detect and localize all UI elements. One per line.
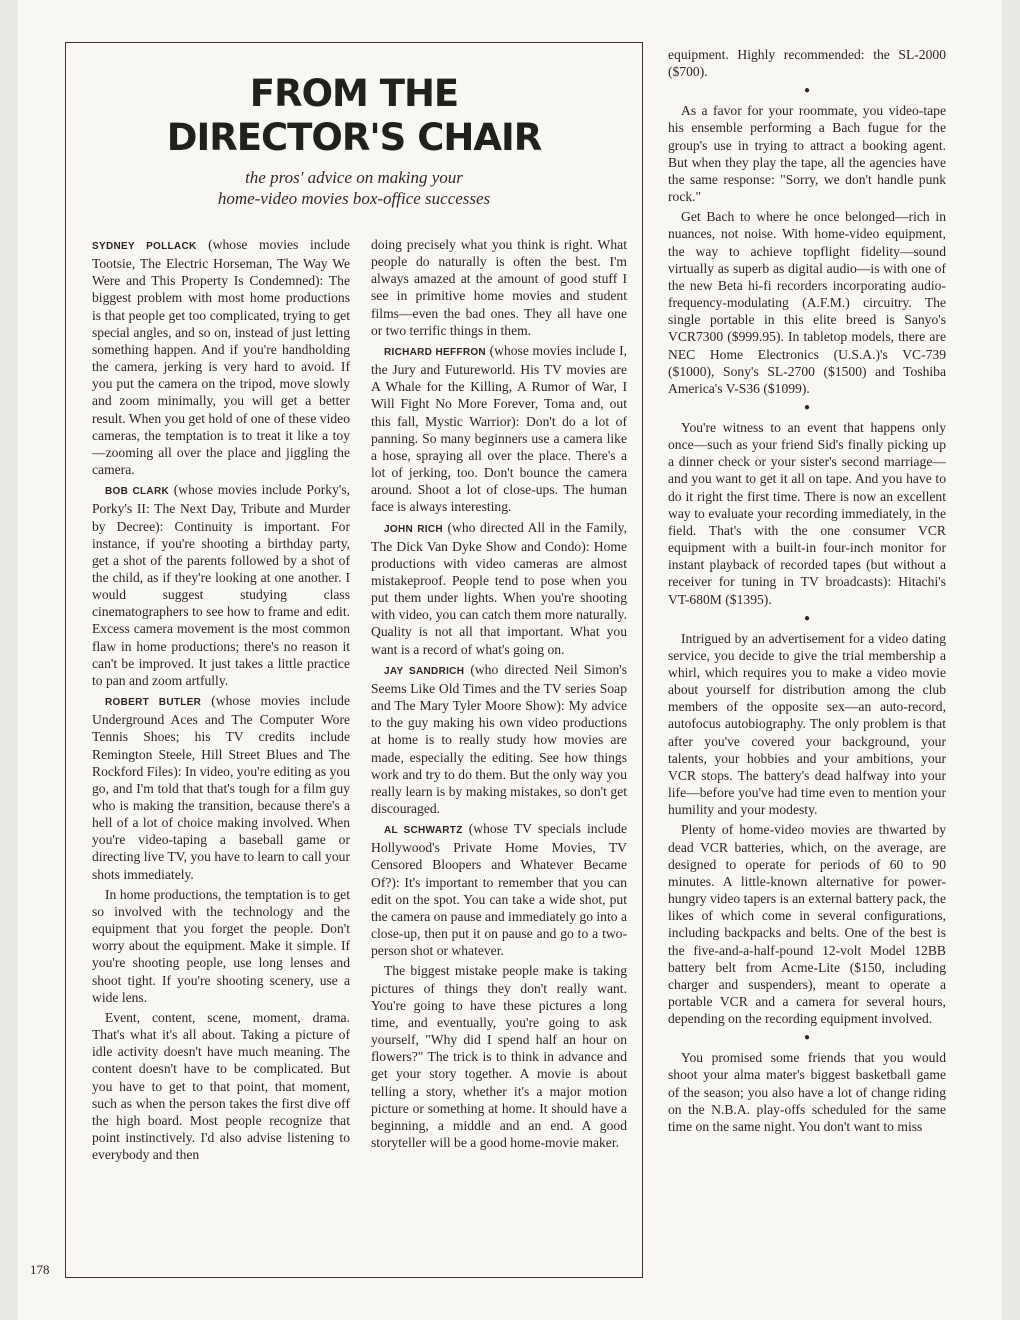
quote-butler: In video, you're editing as you go, and I'm told that that's tough for a film guy who is making the transition, because there's a hell of a lot of choice making involved. When you're video-taping a baseball game or directing live TV, you have to learn to call your shots immediately. (92, 763, 350, 882)
quote-clark: Continuity is important. For instance, if you're shooting a birthday party, get a shot of the parents followed by a shot of the child, as if they're looking at one another. I would suggest studying class cinematographers to see how to frame and edit. Excess camera movement is the most common flaw in home productions; there's no reason it can't be improved. It just takes a little practice to pan and zoom artfully. (92, 518, 351, 688)
bullet-separator-icon: ● (803, 612, 811, 624)
paragraph-schwartz (371, 820, 627, 959)
paragraph-butler (92, 692, 350, 883)
paragraph-butler-3: Event, content, scene, moment, drama. That's what it's all about. Taking a picture of idle activity doesn't have much meaning. The content doesn't have to be complicated. But you have to get to that point, that moment, such as when the person takes the first dive off the high board. Most people recognize that point instinctively. I'd also advise listening to everybody and then (92, 1009, 350, 1163)
credits-butler: (whose movies include Underground Aces and The Computer Wore Tennis Shoes; his TV credits include Remington Steele, Hill Street Blues and The Rockford Files): (92, 693, 351, 779)
paragraph-butler-2: In home productions, the temptation is to get so involved with the technology and the equipment that you forget the people. Don't worry about the equipment. Make it simple. If you're shooting people, use long lenses and shoot tight. If you're shooting scenery, use a wide lens. (92, 886, 350, 1005)
quote-rich: Home productions with video cameras are almost mistakeproof. People tend to pose when you put them under lights. When you're shooting with video, you can catch them more naturally. Quality is not all that important. What you want is a record of what's going on. (371, 538, 627, 657)
director-name-heffron: RICHARD HEFFRON (384, 346, 486, 358)
paragraph-video-dating: Intrigued by an advertisement for a video dating service, you decide to give the trial membership a whirl, which requires you to make a video movie about yourself for distribution among the club members of the opposite sex—an auto-record, autofocus autobiography. The only problem is that after you've covered your background, your talents, your hobbies and your ambitions, your VCR stops. The battery's dead halfway into your life—before you've had time even to mention your humility and your modesty. (668, 630, 946, 818)
paragraph-event-once: You're witness to an event that happens only once—such as your friend Sid's finally picking up a dinner check or your sister's second marriage—and you want to get it all on tape. And you have to do it right the first time. There is now an excellent way to evaluate your recording immediately, in the field. That's with the one consumer VCR equipment with a built-in four-inch monitor for instant playback of recorded tapes (but without a receiver for tuning in TV broadcasts): Hitachi's VT-680M ($1395). (668, 419, 946, 607)
title-line-1: FROM THE (249, 72, 459, 115)
column-1 (92, 236, 350, 1166)
bullet-separator-icon: ● (803, 85, 811, 97)
credits-clark: (whose movies include Porky's, Porky's II: The Next Day, Tribute and Murder by Decree): (92, 482, 351, 534)
paragraph-clark (92, 481, 350, 689)
paragraph-beta-hifi: Get Bach to where he once belonged—rich in nuances, not noise. With home-video equipment, the way to achieve topflight fidelity—sound virtually as superb as digital audio—is with one of the new Beta hi-fi recorders incorporating audio-frequency-modulating (A.F.M.) circuitry. The single portable in this elite breed is Sanyo's VCR7300 ($999.95). In tabletop models, there are NEC Home Electronics (U.S.A.)'s VC-739 ($1000), Sony's SL-2700 ($1500) and Toshiba America's V-S36 ($1099). (668, 209, 946, 396)
credits-heffron: (whose movies include I, the Jury and Futureworld. His TV movies are A Whale for the Killing, A Rumor of War, I Will Fight No More Forever, Toma and, out this fall, Mystic Warrior): (371, 342, 627, 429)
paragraph-schwartz-2: The biggest mistake people make is taking pictures of things they don't really want. You're going to have these pictures a long time, and eventually, you're going to ask yourself, "Why did I spend half an hour on flowers?" The trick is to think in advance and get your story together. A movie is about telling a story, whether it's a major motion picture or something at home. It should have a beginning, a middle and an end. A good storyteller will be a good home-movie maker. (371, 963, 627, 1150)
director-name-butler: ROBERT BUTLER (105, 697, 202, 709)
bullet-separator-icon: ● (803, 401, 811, 413)
title-line-2: DIRECTOR'S CHAIR (166, 116, 542, 159)
quote-heffron: Don't do a lot of panning. So many beginners use a camera like a hose, spraying all over the place. There's a lot of jerking, too. Don't bounce the camera around. Shoot a lot of close-ups. The human face is always interesting. (371, 413, 627, 515)
column-3 (668, 46, 946, 1138)
paragraph-basketball: You promised some friends that you would shoot your alma mater's biggest basketball game of the season; you also have a lot of change riding on the N.B.A. play-offs scheduled for the same time on the same night. You don't want to miss (668, 1050, 946, 1134)
subtitle-line-2: home-video movies box-office successes (217, 189, 491, 208)
director-name-schwartz: AL SCHWARTZ (384, 825, 463, 837)
director-name-pollack: SYDNEY POLLACK (92, 241, 197, 252)
bullet-separator-icon: ● (803, 1032, 811, 1044)
director-name-clark: BOB CLARK (105, 486, 170, 498)
article-subtitle (65, 167, 643, 209)
paragraph-sandrich (371, 661, 627, 817)
credits-schwartz: (whose TV specials include Hollywood's Private Home Movies, TV Censored Bloopers and Whatever Became Of?): (371, 821, 628, 890)
director-name-sandrich: JAY SANDRICH (384, 665, 465, 677)
paragraph-heffron (371, 342, 627, 516)
paragraph-rich (371, 519, 627, 658)
credits-sandrich: (who directed Neil Simon's Seems Like Old Times and the TV series Soap and The Mary Tyler Moore Show): (371, 661, 627, 714)
credits-rich: (who directed All in the Family, The Dick Van Dyke Show and Condo): (371, 519, 627, 554)
paragraph-bach-fugue: As a favor for your roommate, you video-tape his ensemble performing a Bach fugue for the group's use in trying to attract a booking agent. But when they play the tape, all the agencies have the same response: "Sorry, we don't handle punk rock." (668, 103, 946, 205)
director-name-rich: JOHN RICH (384, 523, 443, 535)
quote-pollack: The biggest problem with most home productions is that people get too complicated, trying to get special angles, and so on, instead of just letting something happen. And if you're handholding the camera, jerking is very hard to avoid. If you put the camera on the tripod, move slowly and zoom minimally, you will get a better result. When you get hold of one of these video cameras, the temptation is to treat it like a toy—zooming all over the place and jiggling the camera. (92, 273, 350, 478)
quote-sandrich: My advice to the guy making his own video productions at home is to really study how movies are made, especially the editing. See how things work and try to do them. But the only way you really learn is by making mistakes, so don't get discouraged. (371, 698, 627, 816)
column-2 (371, 236, 627, 1154)
paragraph-equipment: equipment. Highly recommended: the SL-2000 ($700). (668, 47, 946, 80)
paragraph-butler-continued: doing precisely what you think is right. What people do naturally is often the best. I'm always amazed at the amount of good stuff I see in primitive home movies and student films—even the bad ones. They all have one or two terrific things in them. (371, 237, 627, 338)
article-title (65, 72, 643, 160)
credits-pollack: (whose movies include Tootsie, The Electric Horseman, The Way We Were and This Property Is Condemned): (92, 237, 350, 289)
paragraph-pollack (92, 236, 350, 478)
quote-schwartz: It's important to remember that you can edit on the spot. You can take a wide shot, put the camera on pause and immediately go into a close-up, then put it on pause and go to a two-person shot or whatever. (371, 874, 627, 959)
page-number: 178 (30, 1262, 50, 1277)
paragraph-batteries: Plenty of home-video movies are thwarted by dead VCR batteries, which, on the average, are designed to operate for periods of 60 to 90 minutes. A little-known alternative for power-hungry video tapers is an external battery pack, the likes of which come in several configurations, including backpacks and belts. One of the best is the five-and-a-half-pound 12-volt Model 12BB battery belt from Acme-Lite ($150, including charger and suspenders), meant to operate a portable VCR and a camera for several hours, depending on the recording equipment involved. (668, 822, 946, 1027)
subtitle-line-1: the pros' advice on making your (245, 168, 463, 187)
